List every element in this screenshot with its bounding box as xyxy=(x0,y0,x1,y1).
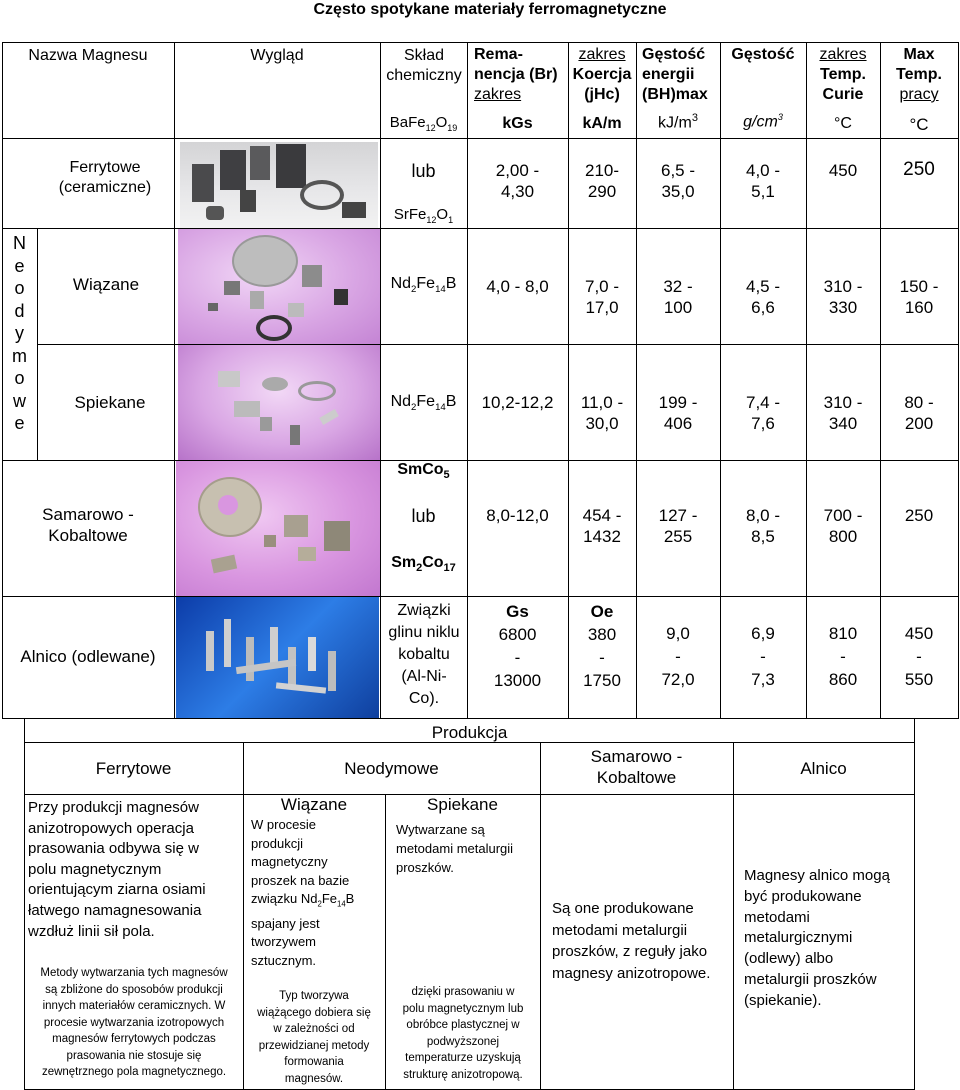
header-curie xyxy=(806,45,880,105)
smco-maxtemp: 250 xyxy=(904,506,934,525)
smco-comp2-sub1: 2 xyxy=(416,562,423,575)
alnico-comp-line4: (Al-Ni- xyxy=(401,668,447,685)
alnico-energy-line3: 72,0 xyxy=(661,670,695,689)
sintered-name: Spiekane xyxy=(74,393,146,412)
alnico-name: Alnico (odlewane) xyxy=(20,647,156,666)
bonded-prod-line1: W procesie xyxy=(251,817,317,832)
header-maxtemp xyxy=(880,45,958,105)
ferrite-prod-line6: łatwego namagnesowania xyxy=(28,901,202,919)
bonded-prod-line4: proszek na bazie xyxy=(251,872,350,888)
production-sintered-text xyxy=(396,820,538,877)
ferrite-prod-line3: prasowania odbywa się w xyxy=(28,840,199,858)
bonded-remanence: 4,0 - 8,0 xyxy=(486,277,549,296)
header-remanence-line1: Rema- xyxy=(474,46,523,63)
neo-letter-2: e xyxy=(14,255,25,276)
unit-density-exp: 3 xyxy=(777,112,783,122)
production-neodymium-header: Neodymowe xyxy=(344,759,439,778)
production-title: Produkcja xyxy=(431,723,508,742)
sintered-note-line2: polu magnetycznym lub xyxy=(402,1002,524,1015)
production-ferrite-header: Ferrytowe xyxy=(95,759,172,778)
header-coercivity-line3: (jHc) xyxy=(584,86,620,103)
sintered-prod-line3: proszków. xyxy=(396,860,454,875)
production-alnico-text xyxy=(744,866,912,1012)
alnico-rem-unit: Gs xyxy=(506,602,529,621)
alnico-curie-line2: - xyxy=(840,647,846,666)
unit-remanence: kGs xyxy=(502,115,533,132)
unit-coercivity: kA/m xyxy=(582,115,622,132)
header-remanence xyxy=(474,45,564,105)
neo-letter-1: N xyxy=(13,233,26,253)
bonded-energy xyxy=(636,276,720,319)
alnico-coer-unit: Oe xyxy=(590,602,614,621)
production-sintered-header: Spiekane xyxy=(427,795,498,814)
sintered-coer-line1: 11,0 - xyxy=(580,393,624,412)
neo-letter-4: d xyxy=(14,300,25,321)
ferrite-prod-line7: wzdłuż linii sił pola. xyxy=(28,922,155,940)
ferrite-maxtemp: 250 xyxy=(903,159,935,180)
ferrite-rem-line1: 2,00 - xyxy=(495,161,540,180)
sintered-density-line2: 7,6 xyxy=(751,414,775,434)
alnico-energy xyxy=(636,622,720,691)
sintered-comp-nd: Nd xyxy=(390,393,412,410)
smco-prod-line3: proszków, z reguły jako xyxy=(552,943,708,960)
sintered-composition xyxy=(380,392,467,414)
smco-name xyxy=(2,504,174,547)
sintered-comp-sub2: 14 xyxy=(435,402,446,414)
alnico-prod-line6: metalurgii proszków xyxy=(744,970,877,988)
bonded-prod-compound: związku Nd xyxy=(251,891,318,907)
unit-energy-text: kJ/m xyxy=(658,114,692,132)
sintered-prod-line1: Wytwarzane są xyxy=(396,822,485,837)
sintered-note-line6: strukturę anizotropową. xyxy=(403,1068,523,1081)
ferrite-prod-line5: orientującym ziarna osiami xyxy=(28,881,206,899)
smco-comp2-co: Co xyxy=(422,554,444,571)
ferrite-curie: 450 xyxy=(828,161,858,180)
alnico-curie-line1: 810 xyxy=(828,624,858,643)
bonded-maxtemp xyxy=(880,276,958,319)
neo-letter-6: m xyxy=(12,345,27,366)
header-energy-line1: Gęstość xyxy=(642,46,706,63)
unit-comp-ba: BaFe xyxy=(389,114,426,131)
smco-comp2-sm: Sm xyxy=(391,554,417,571)
alnico-coer-line2: - xyxy=(599,648,605,667)
alnico-coer-line1: 380 xyxy=(587,625,617,644)
alnico-prod-line2: być produkowane xyxy=(744,887,862,905)
unit-maxtemp: °C xyxy=(909,115,929,134)
unit-density-text: g/cm xyxy=(743,113,778,131)
bonded-prod-line7: tworzywem xyxy=(251,934,317,950)
sintered-coer-line2: 30,0 xyxy=(585,414,619,434)
alnico-prod-line3: metodami xyxy=(744,908,810,926)
neo-letter-5: y xyxy=(15,323,24,343)
sintered-curie-line2: 340 xyxy=(828,414,858,434)
alnico-density xyxy=(720,622,806,691)
samarium-cobalt-image xyxy=(176,461,380,596)
neo-letter-3: o xyxy=(14,278,25,298)
header-name: Nazwa Magnesu xyxy=(28,47,148,64)
bonded-curie-line2: 330 xyxy=(828,298,858,318)
smco-prod-line1: Są one produkowane xyxy=(552,900,694,917)
production-smco-header-line2: Kobaltowe xyxy=(596,768,677,788)
production-smco-text xyxy=(552,898,732,984)
ferrite-prod-line2: anizotropowych operacja xyxy=(28,819,194,837)
production-bonded-text xyxy=(251,816,383,970)
header-density: Gęstość xyxy=(731,46,795,63)
smco-coer-line1: 454 - xyxy=(582,506,622,525)
alnico-comp-line1: Związki xyxy=(397,602,451,619)
sintered-energy-line1: 199 - xyxy=(658,393,698,412)
header-energy-line2: energii xyxy=(642,66,695,83)
header-maxtemp-line1: Max xyxy=(903,46,935,63)
bonded-comp-nd: Nd xyxy=(390,275,412,292)
alnico-comp-line3: kobaltu xyxy=(398,646,450,663)
ferrite-energy xyxy=(636,160,720,203)
sintered-remanence: 10,2-12,2 xyxy=(481,393,554,412)
alnico-density-line2: - xyxy=(760,647,766,666)
bonded-comp-sub1: 2 xyxy=(411,284,417,296)
header-curie-line1: zakres xyxy=(819,46,867,63)
ferrite-note-line7: zewnętrznego pola magnetycznego. xyxy=(41,1066,227,1078)
ferrite-prod-line1: Przy produkcji magnesów xyxy=(28,799,199,816)
alnico-curie xyxy=(806,622,880,691)
production-smco-header xyxy=(540,746,733,789)
bonded-note-line6: magnesów. xyxy=(284,1072,344,1085)
sintered-maxtemp xyxy=(880,392,958,435)
smco-remanence: 8,0-12,0 xyxy=(486,506,549,525)
bonded-prod-sub2: 14 xyxy=(336,899,346,909)
ferrite-energy-line2: 35,0 xyxy=(661,182,695,202)
alnico-maxtemp xyxy=(880,622,958,691)
production-bonded-header: Wiązane xyxy=(280,795,348,814)
alnico-magnets-image xyxy=(176,597,379,718)
bonded-maxtemp-line2: 160 xyxy=(904,298,934,318)
alnico-rem-line3: 13000 xyxy=(493,671,542,690)
alnico-maxtemp-line1: 450 xyxy=(904,624,934,643)
bonded-maxtemp-line1: 150 - xyxy=(899,277,939,296)
bonded-comp-sub2: 14 xyxy=(435,284,446,296)
ferrite-comp2-sr: SrFe xyxy=(393,206,427,223)
smco-comp2 xyxy=(380,553,467,576)
bonded-name: Wiązane xyxy=(72,275,140,294)
bonded-prod-line2: produkcji xyxy=(251,835,304,851)
unit-energy-exp: 3 xyxy=(691,112,698,124)
alnico-composition xyxy=(381,600,467,710)
smco-comp1-sub: 5 xyxy=(443,469,450,482)
sintered-note-line4: podwyższonej xyxy=(426,1035,500,1048)
bonded-note-line2: wiążącego dobiera się xyxy=(257,1006,371,1019)
alnico-maxtemp-line2: - xyxy=(916,647,922,666)
bonded-note-line5: formowania xyxy=(284,1056,344,1068)
production-smco-header-line1: Samarowo - xyxy=(590,747,683,766)
smco-energy xyxy=(636,505,720,548)
ferrite-note-line6: prasowania nie stosuje się xyxy=(66,1049,202,1062)
sintered-note-line5: temperaturze uzyskują xyxy=(405,1052,521,1064)
neodymowe-vertical-label xyxy=(2,232,37,435)
smco-energy-line2: 255 xyxy=(663,527,693,547)
unit-comp-o: O xyxy=(435,114,448,131)
ferrite-density xyxy=(720,160,806,203)
alnico-density-line3: 7,3 xyxy=(751,670,775,689)
bonded-coercivity xyxy=(568,276,636,319)
ferrite-coercivity xyxy=(568,160,636,203)
ferrite-magnets-image xyxy=(180,142,378,228)
alnico-coercivity xyxy=(568,600,636,692)
unit-energy xyxy=(636,112,720,133)
smco-comp1 xyxy=(380,460,467,483)
header-maxtemp-line3: pracy xyxy=(899,86,939,103)
bonded-prod-line3: magnetyczny xyxy=(251,854,328,870)
smco-curie xyxy=(806,505,880,548)
sintered-coercivity xyxy=(568,392,636,435)
bonded-note-line4: przewidzianej metody xyxy=(258,1039,370,1052)
ferrite-note-line1: Metody wytwarzania tych magnesów xyxy=(40,967,228,979)
ferrite-comp2-o: O xyxy=(436,206,449,223)
neo-letter-8: w xyxy=(13,390,26,411)
header-coercivity-line1: zakres xyxy=(578,46,626,63)
bonded-prod-fe: Fe xyxy=(321,891,337,907)
alnico-comp-line2: glinu niklu xyxy=(388,624,460,641)
sintered-energy-line2: 406 xyxy=(663,414,693,434)
smco-density-line2: 8,5 xyxy=(751,527,775,547)
bonded-neodymium-image xyxy=(178,229,380,344)
header-energy xyxy=(642,45,720,105)
bonded-curie-line1: 310 - xyxy=(823,277,863,296)
bonded-prod-line5 xyxy=(251,890,383,914)
bonded-coer-line1: 7,0 - xyxy=(584,277,620,296)
smco-comp-or: lub xyxy=(411,506,436,526)
neo-letter-7: o xyxy=(14,368,25,388)
sintered-comp-fe: Fe xyxy=(416,393,436,410)
smco-prod-line2: metodami metalurgii xyxy=(552,921,688,939)
alnico-maxtemp-line3: 550 xyxy=(904,670,934,689)
sintered-note-line1: dzięki prasowaniu w xyxy=(411,986,515,998)
bonded-density-line2: 6,6 xyxy=(751,298,775,318)
bonded-prod-b: B xyxy=(345,891,355,907)
sintered-curie xyxy=(806,392,880,435)
bonded-note-line3: w zależności od xyxy=(273,1023,355,1035)
smco-density xyxy=(720,505,806,548)
header-remanence-line2: nencja (Br) xyxy=(474,66,558,83)
bonded-energy-line2: 100 xyxy=(663,298,693,318)
header-energy-line3: (BH)max xyxy=(642,86,708,103)
smco-curie-line1: 700 - xyxy=(823,506,863,525)
alnico-energy-line1: 9,0 xyxy=(666,624,690,643)
header-remanence-line3: zakres xyxy=(474,86,522,103)
alnico-curie-line3: 860 xyxy=(828,670,858,689)
production-alnico-header: Alnico xyxy=(800,759,847,778)
alnico-prod-line4: metalurgicznymi xyxy=(744,929,853,947)
alnico-prod-line7: (spiekanie). xyxy=(744,991,822,1009)
header-curie-line2: Temp. xyxy=(820,66,866,83)
sintered-energy xyxy=(636,392,720,435)
ferrite-note-line5: magnesów ferrytowych podczas xyxy=(52,1033,216,1045)
ferrite-density-line2: 5,1 xyxy=(751,182,775,202)
header-coercivity xyxy=(568,45,636,105)
alnico-density-line1: 6,9 xyxy=(751,624,775,643)
ferrite-prod-line4: polu magnetycznym xyxy=(28,860,162,878)
bonded-curie xyxy=(806,276,880,319)
ferrite-name xyxy=(40,158,170,198)
unit-composition xyxy=(380,114,467,134)
ferrite-note-line4: procesie wytwarzania izotropowych xyxy=(43,1016,225,1029)
smco-coercivity xyxy=(568,505,636,548)
smco-prod-line4: magnesy anizotropowe. xyxy=(552,964,711,982)
bonded-density-line1: 4,5 - xyxy=(745,277,781,296)
ferrite-coer-line2: 290 xyxy=(587,182,617,202)
smco-coer-line2: 1432 xyxy=(583,527,621,547)
sintered-prod-line2: metodami metalurgii xyxy=(396,841,514,856)
smco-density-line1: 8,0 - xyxy=(745,506,781,525)
sintered-density-line1: 7,4 - xyxy=(745,393,781,412)
header-composition: Skład chemiczny xyxy=(386,47,462,84)
header-maxtemp-line2: Temp. xyxy=(896,66,942,83)
production-bonded-note xyxy=(244,988,384,1087)
ferrite-energy-line1: 6,5 - xyxy=(660,161,696,180)
ferrite-note-line3: innych materiałów ceramicznych. W xyxy=(42,1000,226,1012)
ferrite-remanence xyxy=(467,160,568,203)
header-look: Wygląd xyxy=(250,47,304,64)
bonded-composition xyxy=(380,274,467,296)
alnico-comp-line5: Co). xyxy=(408,690,440,707)
unit-curie: °C xyxy=(834,115,852,132)
bonded-prod-line6: spajany jest xyxy=(251,915,320,931)
sintered-maxtemp-line2: 200 xyxy=(904,414,934,434)
ferrite-note-line2: są zbliżone do sposobów produkcji xyxy=(45,983,223,996)
ferrite-comp2-sub1: 12 xyxy=(426,215,437,225)
smco-energy-line1: 127 - xyxy=(658,506,698,525)
sintered-neodymium-image xyxy=(178,345,380,460)
smco-comp2-sub2: 17 xyxy=(443,562,456,575)
alnico-rem-line2: - xyxy=(514,648,521,667)
bonded-note-line1: Typ tworzywa xyxy=(279,990,349,1002)
sintered-maxtemp-line1: 80 - xyxy=(904,393,934,412)
header-curie-line3: Curie xyxy=(822,86,864,103)
ferrite-name-line2: (ceramiczne) xyxy=(58,179,152,196)
header-coercivity-line2: Koercja xyxy=(572,66,632,83)
bonded-density xyxy=(720,276,806,319)
alnico-rem-line1: 6800 xyxy=(498,625,537,644)
bonded-comp-b: B xyxy=(445,275,457,292)
ferrite-density-line1: 4,0 - xyxy=(745,161,781,180)
bonded-coer-line2: 17,0 xyxy=(585,298,619,318)
smco-curie-line2: 800 xyxy=(828,527,858,547)
alnico-coer-line3: 1750 xyxy=(583,671,621,690)
bonded-prod-line8: sztucznym. xyxy=(251,952,317,968)
ferrite-name-line1: Ferrytowe xyxy=(69,159,141,176)
neo-letter-9: e xyxy=(14,413,25,433)
ferrite-comp2 xyxy=(380,206,467,226)
alnico-remanence xyxy=(467,600,568,692)
sintered-note-line3: obróbce plastycznej w xyxy=(406,1019,520,1031)
alnico-prod-line1: Magnesy alnico mogą xyxy=(744,867,890,884)
production-sintered-note xyxy=(386,984,540,1083)
production-ferrite-note xyxy=(26,965,242,1081)
smco-comp1-text: SmCo xyxy=(397,461,444,478)
bonded-prod-sub1: 2 xyxy=(317,899,322,909)
ferrite-comp-or: lub xyxy=(411,161,436,181)
ferrite-coer-line1: 210- xyxy=(584,161,620,180)
bonded-comp-fe: Fe xyxy=(416,275,436,292)
ferrite-rem-line2: 4,30 xyxy=(500,182,535,202)
page-title: Często spotykane materiały ferromagnetyczne xyxy=(313,1,667,18)
bonded-energy-line1: 32 - xyxy=(663,277,693,296)
sintered-comp-b: B xyxy=(445,393,457,410)
unit-density xyxy=(720,112,806,132)
alnico-prod-line5: (odlewy) albo xyxy=(744,950,834,968)
sintered-comp-sub1: 2 xyxy=(411,402,417,414)
ferrite-comp2-sub2: 1 xyxy=(448,215,454,225)
unit-comp-sub1: 12 xyxy=(425,123,436,133)
smco-name-line1: Samarowo - xyxy=(42,505,134,524)
production-ferrite-text xyxy=(28,798,242,942)
unit-comp-sub2: 19 xyxy=(447,123,458,133)
smco-name-line2: Kobaltowe xyxy=(48,526,128,546)
sintered-density xyxy=(720,392,806,435)
sintered-curie-line1: 310 - xyxy=(823,393,863,412)
alnico-energy-line2: - xyxy=(675,647,681,666)
